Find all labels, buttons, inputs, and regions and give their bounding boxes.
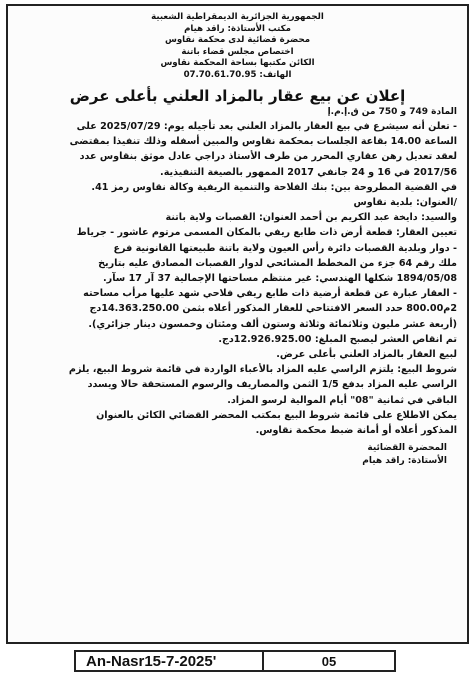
notice-body [18,119,457,438]
header-line: اختصاص مجلس قضاء باتنة [181,46,294,57]
body-line: الساعة 14.00 بقاعة الجلسات بمحكمة نقاوس والمبين أسفله وذلك تنفيذا بمقتضى [69,136,457,148]
publication-footer [74,650,396,672]
body-line: في القضية المطروحة بين: بنك الفلاحة والتنمية الريفية وكالة نقاوس رمز 41. [91,181,457,193]
body-line: 1894/05/08 شكلها الهندسي: غير منتظم مساحتها الإجمالية 37 آر 17 سآر. [103,273,457,285]
body-line: ملك رقم 64 جزء من المخطط المشائحي لدوار القصبات المصادق عليه بتاريخ [98,257,457,269]
body-line: لعقد تعديل رهن عقاري المحرر من طرف الأستاذ دراجي عادل موثق بنقاوس عدد [79,151,457,163]
body-line: تم انقاص العشر ليصبح المبلغ: 12.926.925.00دج. [218,333,457,345]
notice-title: إعلان عن بيع عقار بالمزاد العلني بأعلى عرض [69,87,406,105]
signature-name: الأستاذة: راقد هيام [362,456,447,467]
body-line: والسيد: دايخة عبد الكريم بن أحمد العنوان: القصبات ولاية باتنة [165,212,457,224]
body-line: 2017/56 في 16 و 24 جانفي 2017 الممهور بالصيغة التنفيذية. [160,166,457,178]
body-line: يمكن الاطلاع على قائمة شروط البيع بمكتب المحضر القضائي الكائن بالعنوان [96,409,457,421]
legal-article-reference: المادة 749 و 750 من ق.إ.م.إ [327,107,457,117]
body-line: - العقار عبارة عن قطعة أرضية ذات طابع ريفي فلاحي شهد عليها مرأب مساحته [83,288,457,300]
body-line: (أربعة عشر مليون وثلاثمائة وثلاثة وستون ألف ومئتان وخمسون دينار جزائري). [88,318,457,330]
header-line: الكائن مكتبها بساحة المحكمة نقاوس [160,58,315,68]
body-line: المذكور أعلاه أو أمانة ضبط محكمة نقاوس. [255,425,457,437]
header-line: مكتب الأستاذة: راقد هيام [184,23,291,34]
signature-role: المحضرة القضائية [367,443,447,454]
body-line: شروط البيع: يلتزم الراسي عليه المزاد بالأعباء الواردة في قائمة شروط البيع، يلزم [68,364,457,376]
body-line: - تعلن أنه سيشرع في بيع العقار بالمزاد العلني بعد تأجيله يوم: 2025/07/29 على [76,121,457,132]
page-number: 05 [321,653,337,669]
body-line: الراسي عليه المزاد بدفع 1/5 الثمن والمصاريف والرسوم المستحقة حالا ويسدد [87,379,457,391]
body-line: /العنوان: بلدية نقاوس [353,197,457,209]
body-line: 2م800.00 حدد السعر الافتتاحي للعقار المذكور أعلاه بثمن 14.363.250.00دج [89,303,457,315]
body-line: - دوار وبلدية القصبات دائرة رأس العيون ولاية باتنة طبيعتها القانونية فرع [113,242,457,254]
newspaper-source: An-Nasr15-7-2025' [76,652,264,670]
body-line: لبيع العقار بالمزاد العلني بأعلى عرض. [276,349,457,361]
notice-header [18,12,457,81]
header-line: محضرة قضائية لدى محكمة نقاوس [164,35,311,45]
body-line: الباقي في ثمانية "08" أيام الموالية لرسو المزاد. [227,394,457,406]
body-line: تعيين العقار: قطعة أرض ذات طابع ريفي بالمكان المسمى مرتوم عاشور - جرياط [76,227,457,239]
signature-block [18,442,457,468]
header-line: الهاتف: 07.70.61.70.95 [183,69,292,80]
notice-frame [6,4,469,644]
header-line: الجمهورية الجزائرية الديمقراطية الشعبية [151,12,324,22]
